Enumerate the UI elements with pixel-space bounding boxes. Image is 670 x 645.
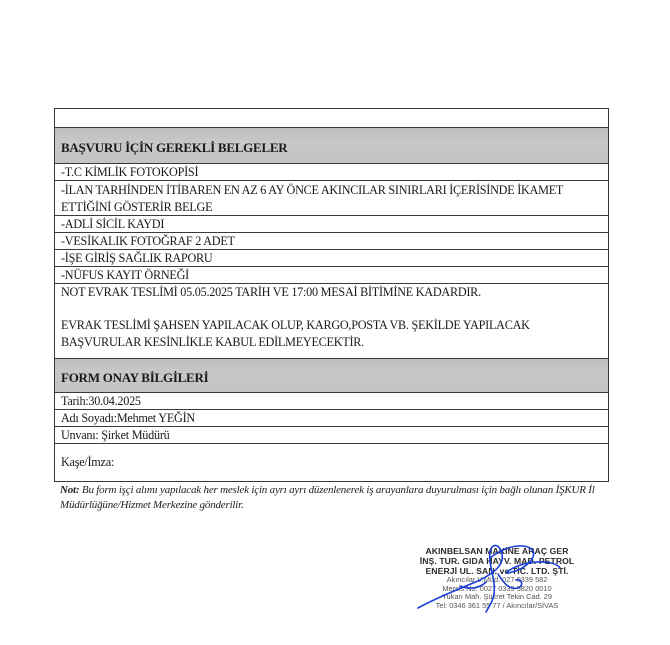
empty-top-row	[55, 109, 608, 128]
document-item: -İŞE GİRİŞ SAĞLIK RAPORU	[55, 250, 608, 267]
stamp-line: Yukarı Mah. Şükret Tekin Cad. 29	[442, 592, 552, 601]
form-approval-header: FORM ONAY BİLGİLERİ	[55, 359, 608, 393]
approval-date: Tarih:30.04.2025	[55, 393, 608, 410]
deadline-note: NOT EVRAK TESLİMİ 05.05.2025 TARİH VE 17:00 MESAİ BİTİMİNE KADARDIR.	[61, 285, 481, 299]
document-item: -ADLİ SİCİL KAYDI	[55, 216, 608, 233]
approval-position: Unvanı: Şirket Müdürü	[55, 427, 608, 444]
document-item: -İLAN TARHİNDEN İTİBAREN EN AZ 6 AY ÖNCE AKINCILAR SINIRLARI İÇERİSİNDE İKAMET ETTİĞİNİ GÖSTERİR BELGE	[55, 181, 608, 216]
application-form-table	[54, 108, 609, 482]
company-stamp	[412, 546, 582, 610]
footnote-label: Not:	[60, 484, 80, 496]
footnote	[60, 483, 620, 513]
stamp-signature-field: Kaşe/İmza:	[61, 455, 114, 469]
stamp-line: Mersis No: 0027 0339 5820 0010	[442, 583, 552, 593]
submission-note	[55, 284, 608, 359]
document-item: -T.C KİMLİK FOTOKOPİSİ	[55, 164, 608, 181]
required-documents-header: BAŞVURU İÇİN GEREKLİ BELGELER	[55, 128, 608, 164]
document-item: -NÜFUS KAYIT ÖRNEĞİ	[55, 267, 608, 284]
approval-name: Adı Soyadı:Mehmet YEĞİN	[55, 410, 608, 427]
document-item: -VESİKALIK FOTOĞRAF 2 ADET	[55, 233, 608, 250]
stamp-line: Tel: 0346 361 55 77 / Akıncılar/SİVAS	[435, 600, 559, 610]
footnote-text: Bu form işçi alımı yapılacak her meslek için ayrı ayrı düzenlenerek iş arayanlara duyurulması için bağlı olunan İŞKUR İl Müdürlüğüne/Hizmet Merkezine gönderilir.	[60, 484, 595, 511]
stamp-line: ENERJİ UL. SAN. ve TİC. LTD. ŞTİ.	[425, 566, 569, 576]
stamp-line: AKINBELSAN MAKİNE ARAÇ GER	[425, 546, 569, 556]
stamp-line: Akıncılar V.Müd. 027 0339 582	[446, 575, 548, 584]
stamp-line: İNŞ. TUR. GIDA HAYV. MAD. PETROL	[419, 556, 575, 566]
in-person-note: EVRAK TESLİMİ ŞAHSEN YAPILACAK OLUP, KARGO,POSTA VB. ŞEKİLDE YAPILACAK BAŞVURULAR KESİNLİKLE KABUL EDİLMEYECEKTİR.	[61, 318, 530, 349]
